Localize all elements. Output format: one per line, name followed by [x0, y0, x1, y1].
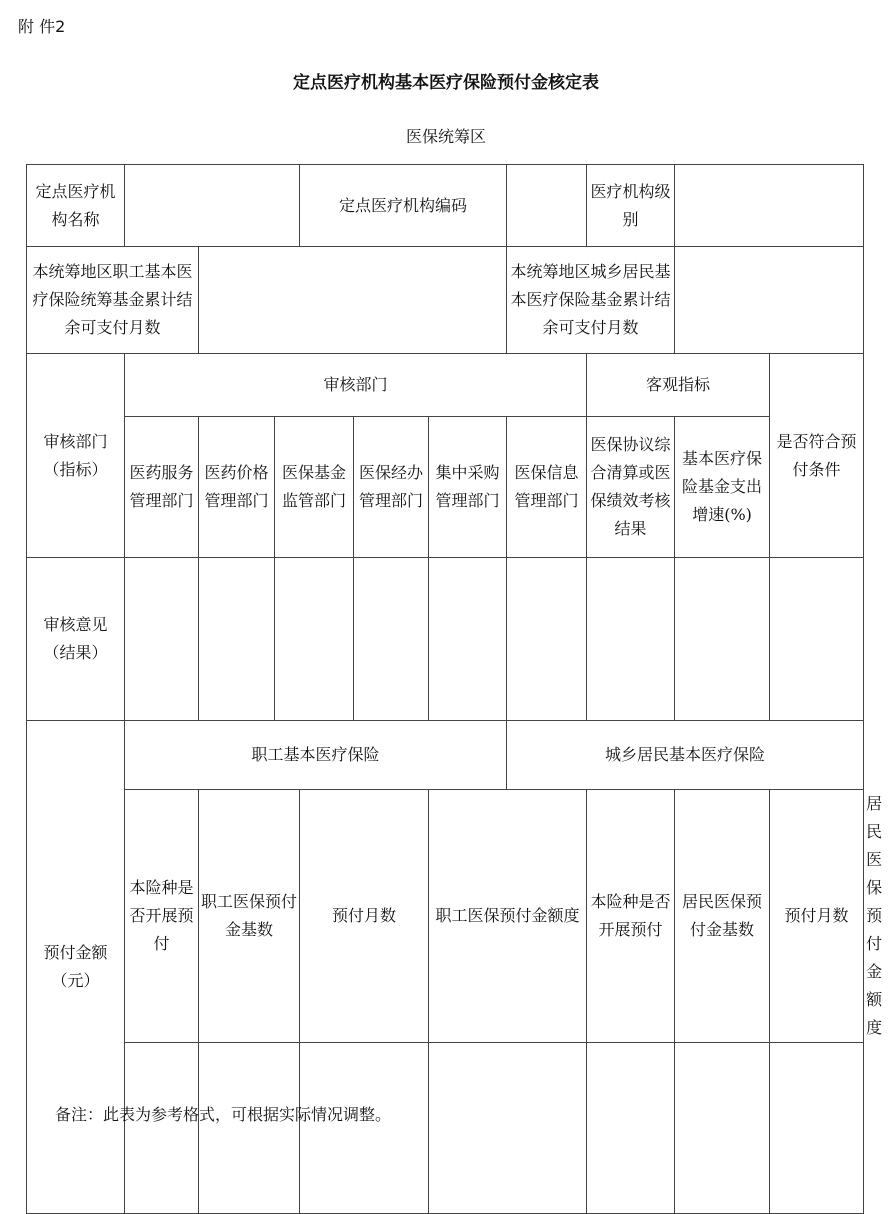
opinion-cell[interactable] [770, 558, 864, 721]
resident-col-header: 居民医保预付金基数 [675, 790, 770, 1043]
dept-name: 医保信息管理部门 [507, 417, 587, 558]
institution-level-label: 医疗机构级别 [587, 165, 675, 247]
employee-col-header: 本险种是否开展预付 [125, 790, 199, 1043]
dept-name: 医保基金监管部门 [275, 417, 354, 558]
objective-item: 基本医疗保险基金支出增速(%) [675, 417, 770, 558]
resident-insurance-header: 城乡居民基本医疗保险 [507, 721, 864, 790]
compliance-header: 是否符合预付条件 [770, 354, 864, 558]
employee-col-header: 职工医保预付金额度 [429, 790, 587, 1043]
dept-name: 医药价格管理部门 [199, 417, 275, 558]
verification-form-table: 定点医疗机构名称 定点医疗机构编码 医疗机构级别 本统筹地区职工基本医疗保险统筹基金累计结余可支付月数 本统筹地区城乡居民基本医疗保险基金累计结余可支付月数 审核部门（指标） 审核部门 客观指标 是否符合预付条件 医药服务管理部门 医药价格管理部门 医保基金监管部门 医保经办管理部门 集中采购管理部门 医保信息管理部门 医保协议综合清算或医保绩效考核结果 基本医疗保险基金支出增速(%) 审核意见（结果） 预付金额（元） 职工基本医疗保险 城乡居民基本医疗保险 本险种是否开展预付 职工医保预付金基数 预付月数 职工医保预付金额度 本险种是否开展预付 居民医保预付金基数 预付月数 居民医保预付金额度 [26, 164, 864, 1214]
resident-months-field[interactable] [675, 247, 864, 354]
institution-name-field[interactable] [125, 165, 300, 247]
employee-months-field[interactable] [199, 247, 507, 354]
review-dept-side-label: 审核部门（指标） [27, 354, 125, 558]
amount-cell[interactable] [199, 1043, 300, 1214]
review-opinion-label: 审核意见（结果） [27, 558, 125, 721]
opinion-cell[interactable] [125, 558, 199, 721]
amount-cell[interactable] [300, 1043, 429, 1214]
region-label: 医保统筹区 [405, 127, 486, 146]
amount-cell[interactable] [675, 1043, 770, 1214]
opinion-cell[interactable] [429, 558, 507, 721]
opinion-cell[interactable] [587, 558, 675, 721]
opinion-cell[interactable] [275, 558, 354, 721]
employee-col-header: 职工医保预付金基数 [199, 790, 300, 1043]
review-dept-group-header: 审核部门 [125, 354, 587, 417]
resident-months-label: 本统筹地区城乡居民基本医疗保险基金累计结余可支付月数 [507, 247, 675, 354]
opinion-cell[interactable] [199, 558, 275, 721]
dept-name: 医药服务管理部门 [125, 417, 199, 558]
footnote: 备注：此表为参考格式，可根据实际情况调整。 [55, 1105, 392, 1124]
dept-name: 集中采购管理部门 [429, 417, 507, 558]
amount-cell[interactable] [770, 1043, 864, 1214]
attachment-label: 附 件2 [18, 17, 66, 36]
opinion-cell[interactable] [507, 558, 587, 721]
institution-code-field[interactable] [507, 165, 587, 247]
dept-name: 医保经办管理部门 [354, 417, 429, 558]
form-title: 定点医疗机构基本医疗保险预付金核定表 [293, 73, 599, 93]
institution-code-label: 定点医疗机构编码 [300, 165, 507, 247]
amount-cell[interactable] [125, 1043, 199, 1214]
objective-item: 医保协议综合清算或医保绩效考核结果 [587, 417, 675, 558]
objective-indicator-header: 客观指标 [587, 354, 770, 417]
opinion-cell[interactable] [675, 558, 770, 721]
employee-months-label: 本统筹地区职工基本医疗保险统筹基金累计结余可支付月数 [27, 247, 199, 354]
prepay-amount-label: 预付金额（元） [27, 721, 125, 1214]
institution-name-label: 定点医疗机构名称 [27, 165, 125, 247]
resident-col-header: 预付月数 [770, 790, 864, 1043]
employee-col-header: 预付月数 [300, 790, 429, 1043]
amount-cell[interactable] [429, 1043, 587, 1214]
amount-cell[interactable] [587, 1043, 675, 1214]
opinion-cell[interactable] [354, 558, 429, 721]
employee-insurance-header: 职工基本医疗保险 [125, 721, 507, 790]
institution-level-field[interactable] [675, 165, 864, 247]
resident-col-header: 本险种是否开展预付 [587, 790, 675, 1043]
